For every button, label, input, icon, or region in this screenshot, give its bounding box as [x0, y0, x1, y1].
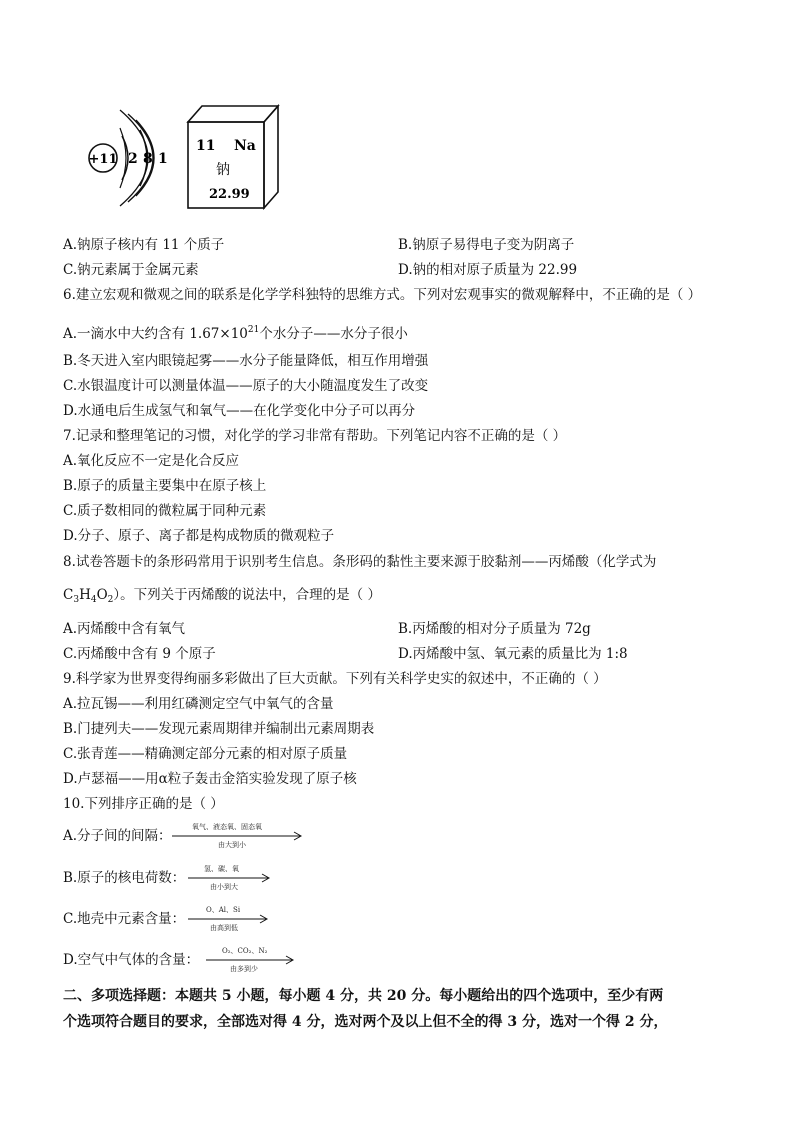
q7-option-a: A.氧化反应不一定是化合反应: [63, 453, 240, 469]
cell-atomic-number: 11: [196, 138, 216, 154]
q10-option-c-arrow-top: O、Al、Si: [206, 906, 241, 914]
q7-stem: 7.记录和整理笔记的习惯，对化学的学习非常有帮助。下列笔记内容不正确的是（ ）: [63, 428, 567, 444]
shell-arc-3: [120, 128, 126, 188]
q5-option-b: B.钠原子易得电子变为阴离子: [398, 237, 575, 253]
q10-option-b-arrow-top: 氢、碳、氧: [204, 865, 239, 873]
formula-count-h: 4: [90, 595, 97, 605]
q8-stem-tail: ）。下列关于丙烯酸的说法中，合理的是（ ）: [113, 587, 381, 603]
q10-option-d-arrow-top: O₂、CO₂、N₂: [222, 947, 268, 955]
q8-option-d: D.丙烯酸中氢、氧元素的质量比为 1:8: [398, 646, 628, 662]
formula-element-h: H: [79, 587, 91, 603]
q5-option-c: C.钠元素属于金属元素: [63, 262, 199, 278]
shell-count-3: 1: [158, 151, 168, 167]
q6-option-a-exponent: 21: [247, 325, 260, 335]
q10-option-b-label: B.原子的核电荷数：: [63, 870, 186, 886]
q7-option-b: B.原子的质量主要集中在原子核上: [63, 478, 267, 494]
formula-element-o: O: [96, 587, 108, 603]
q10-option-d-label: D.空气中气体的含量：: [63, 952, 200, 968]
cell-element-name: 钠: [216, 162, 230, 178]
cell-top-face: [188, 106, 278, 122]
q10-option-a-label: A.分子间的间隔：: [63, 828, 172, 844]
q6-option-a-suffix: 个水分子——水分子很小: [259, 326, 408, 342]
formula-count-o: 2: [107, 595, 114, 605]
q10-option-a-arrow-bottom: 由大到小: [218, 841, 246, 849]
q8-stem-continued: [63, 586, 381, 609]
q10-option-c-arrow-bottom: 由高到低: [210, 924, 238, 932]
formula-count-c: 3: [73, 595, 80, 605]
q9-option-c: C.张青莲——精确测定部分元素的相对原子质量: [63, 746, 348, 762]
q6-option-a: [63, 321, 408, 343]
q9-stem: 9.科学家为世界变得绚丽多彩做出了巨大贡献。下列有关科学史实的叙述中，不正确的（ ）: [63, 671, 607, 687]
q9-option-d: D.卢瑟福——用α粒子轰击金箔实验发现了原子核: [63, 771, 357, 787]
q10-option-a: [63, 827, 172, 845]
q10-option-b: [63, 869, 185, 887]
q6-option-d: D.水通电后生成氢气和氧气——在化学变化中分子可以再分: [63, 403, 416, 419]
nucleus-label: +11: [88, 152, 118, 167]
q10-option-a-arrow: [172, 822, 306, 850]
section-2-heading: [63, 983, 743, 1035]
q8-option-c: C.丙烯酸中含有 9 个原子: [63, 646, 216, 662]
q9-option-b: B.门捷列夫——发现元素周期律并编制出元素周期表: [63, 721, 375, 737]
q10-option-b-arrow-bottom: 由小到大: [210, 883, 238, 891]
q8-option-b: B.丙烯酸的相对分子质量为 72g: [398, 621, 591, 637]
q5-option-d: D.钠的相对原子质量为 22.99: [398, 262, 578, 278]
sodium-figure: [80, 100, 300, 210]
q10-option-d-arrow: [206, 946, 298, 974]
q6-option-c: C.水银温度计可以测量体温——原子的大小随温度发生了改变: [63, 378, 429, 394]
shell-count-2: 8: [143, 151, 153, 167]
q10-option-b-arrow: [188, 864, 274, 892]
cell-side-face: [264, 106, 278, 208]
q6-option-a-prefix: A.一滴水中大约含有 1.67×10: [63, 326, 248, 342]
section-2-line-1: 二、多项选择题：本题共 5 小题，每小题 4 分，共 20 分。每小题给出的四个选项中，至少有两: [63, 988, 664, 1004]
q8-option-a: A.丙烯酸中含有氧气: [63, 621, 186, 637]
q8-formula: [63, 587, 113, 603]
q6-option-b: B.冬天进入室内眼镜起雾——水分子能量降低，相互作用增强: [63, 353, 429, 369]
q7-option-d: D.分子、原子、离子都是构成物质的微观粒子: [63, 528, 335, 544]
formula-element-c: C: [63, 587, 74, 603]
q9-option-a: A.拉瓦锡——利用红磷测定空气中氧气的含量: [63, 696, 334, 712]
q8-stem: 8.试卷答题卡的条形码常用于识别考生信息。条形码的黏性主要来源于胶黏剂——丙烯酸（化学式为: [63, 554, 657, 570]
q10-option-c-arrow: [188, 905, 272, 933]
q10-option-d-arrow-bottom: 由多到少: [230, 965, 258, 973]
q10-option-d: [63, 951, 199, 969]
section-2-line-2: 个选项符合题目的要求，全部选对得 4 分，选对两个及以上但不全的得 3 分，选对一个得 2 分，: [63, 1014, 668, 1030]
shell-count-1: 2: [128, 151, 138, 167]
q10-option-a-arrow-top: 氧气、液态氧、固态氧: [192, 823, 262, 831]
q6-stem: 6.建立宏观和微观之间的联系是化学学科独特的思维方式。下列对宏观事实的微观解释中，不正确的是（ ）: [63, 287, 702, 303]
q7-option-c: C.质子数相同的微粒属于同种元素: [63, 503, 267, 519]
q5-option-a: A.钠原子核内有 11 个质子: [63, 237, 225, 253]
cell-symbol: Na: [234, 138, 256, 154]
q10-stem: 10.下列排序正确的是（ ）: [63, 796, 224, 812]
atom-diagram-svg: [80, 100, 300, 210]
cell-atomic-mass: 22.99: [209, 187, 250, 202]
q10-option-c-label: C.地壳中元素含量：: [63, 911, 186, 927]
q10-option-c: [63, 910, 185, 928]
